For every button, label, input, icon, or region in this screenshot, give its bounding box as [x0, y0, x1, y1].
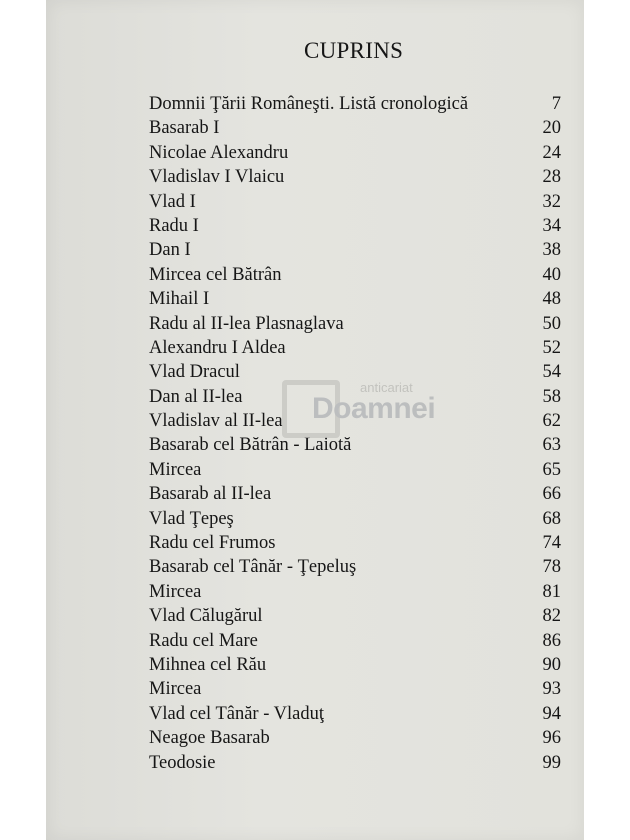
toc-entry-page: 68	[542, 508, 561, 529]
toc-entry-title: Vladislav I Vlaicu	[149, 167, 285, 188]
toc-entry-page: 86	[542, 630, 561, 651]
watermark-logo	[282, 378, 452, 442]
toc-entry-page: 38	[542, 240, 561, 261]
toc-entry-page: 74	[542, 533, 561, 554]
toc-entry-page: 93	[542, 679, 561, 700]
toc-entry-page: 52	[542, 337, 561, 358]
toc-entry-title: Vlad cel Tânăr - Vladuţ	[149, 703, 325, 724]
toc-entry	[149, 190, 561, 214]
toc-entry-title: Vlad Călugărul	[149, 606, 263, 627]
toc-entry-page: 63	[542, 435, 561, 456]
toc-entry-title: Basarab al II-lea	[149, 484, 272, 505]
toc-entry-title: Basarab cel Tânăr - Ţepeluş	[149, 557, 357, 578]
toc-entry	[149, 629, 561, 653]
toc-entry	[149, 555, 561, 579]
toc-entry-page: 32	[542, 191, 561, 212]
toc-entry	[149, 116, 561, 140]
toc-entry	[149, 238, 561, 262]
toc-entry	[149, 604, 561, 628]
toc-entry-page: 81	[542, 581, 561, 602]
toc-entry-title: Vlad Ţepeş	[149, 508, 234, 529]
toc-entry-title: Basarab I	[149, 118, 220, 139]
toc-entry-page: 99	[542, 752, 561, 773]
toc-entry	[149, 287, 561, 311]
toc-entry	[149, 751, 561, 775]
toc-entry-title: Radu al II-lea Plasnaglava	[149, 313, 344, 334]
toc-entry-page: 34	[542, 215, 561, 236]
toc-entry-page: 58	[542, 386, 561, 407]
toc-entry-title: Mircea cel Bătrân	[149, 264, 282, 285]
toc-entry	[149, 141, 561, 165]
toc-entry-page: 62	[542, 411, 561, 432]
toc-entry	[149, 702, 561, 726]
toc-entry	[149, 312, 561, 336]
toc-entry-title: Dan al II-lea	[149, 386, 243, 407]
toc-entry-title: Domnii Ţării Româneşti. Listă cronologică	[149, 94, 469, 114]
toc-entry	[149, 482, 561, 506]
toc-entry-page: 20	[542, 118, 561, 139]
watermark-small-text: anticariat	[360, 380, 413, 395]
toc-entry-page: 65	[542, 459, 561, 480]
toc-entry	[149, 458, 561, 482]
toc-entry-title: Neagoe Basarab	[149, 728, 270, 749]
toc-entry-page: 94	[542, 703, 561, 724]
toc-entry-page: 54	[542, 362, 561, 383]
toc-entry-title: Mihnea cel Rău	[149, 654, 267, 675]
toc-entry-page: 78	[542, 557, 561, 578]
toc-entry-page: 40	[542, 264, 561, 285]
toc-entry-title: Radu I	[149, 215, 199, 236]
toc-entry-page: 24	[542, 142, 561, 163]
toc-entry	[149, 214, 561, 238]
toc-entry	[149, 726, 561, 750]
toc-entry-title: Mihail I	[149, 289, 210, 310]
toc-entry-title: Vladislav al II-lea	[149, 411, 283, 432]
toc-entry-title: Teodosie	[149, 752, 216, 773]
toc-entry-title: Nicolae Alexandru	[149, 142, 289, 163]
page-title: CUPRINS	[304, 38, 404, 63]
toc-entry-page: 7	[551, 94, 561, 114]
toc-entry-title: Mircea	[149, 581, 202, 602]
toc-entry-page: 90	[542, 654, 561, 675]
toc-entry	[149, 92, 561, 116]
toc-entry	[149, 653, 561, 677]
toc-entry-title: Radu cel Mare	[149, 630, 258, 651]
toc-entry-title: Vlad I	[149, 191, 196, 212]
toc-entry-page: 96	[542, 728, 561, 749]
watermark-brand-text: Doamnei	[312, 392, 436, 425]
toc-entry-title: Basarab cel Bătrân - Laiotă	[149, 435, 352, 456]
toc-entry-title: Vlad Dracul	[149, 362, 240, 383]
toc-entry	[149, 336, 561, 360]
toc-entry	[149, 531, 561, 555]
toc-entry-page: 50	[542, 313, 561, 334]
toc-entry	[149, 507, 561, 531]
book-page	[46, 0, 584, 840]
toc-entry	[149, 677, 561, 701]
toc-entry-title: Radu cel Frumos	[149, 533, 276, 554]
toc-entry-title: Mircea	[149, 679, 202, 700]
toc-entry-title: Alexandru I Aldea	[149, 337, 286, 358]
toc-entry-title: Dan I	[149, 240, 191, 261]
toc-entry	[149, 580, 561, 604]
toc-entry-page: 82	[542, 606, 561, 627]
toc-entry	[149, 165, 561, 189]
toc-entry-page: 28	[542, 167, 561, 188]
toc-entry-page: 66	[542, 484, 561, 505]
toc-entry-title: Mircea	[149, 459, 202, 480]
toc-entry	[149, 263, 561, 287]
toc-entry-page: 48	[542, 289, 561, 310]
